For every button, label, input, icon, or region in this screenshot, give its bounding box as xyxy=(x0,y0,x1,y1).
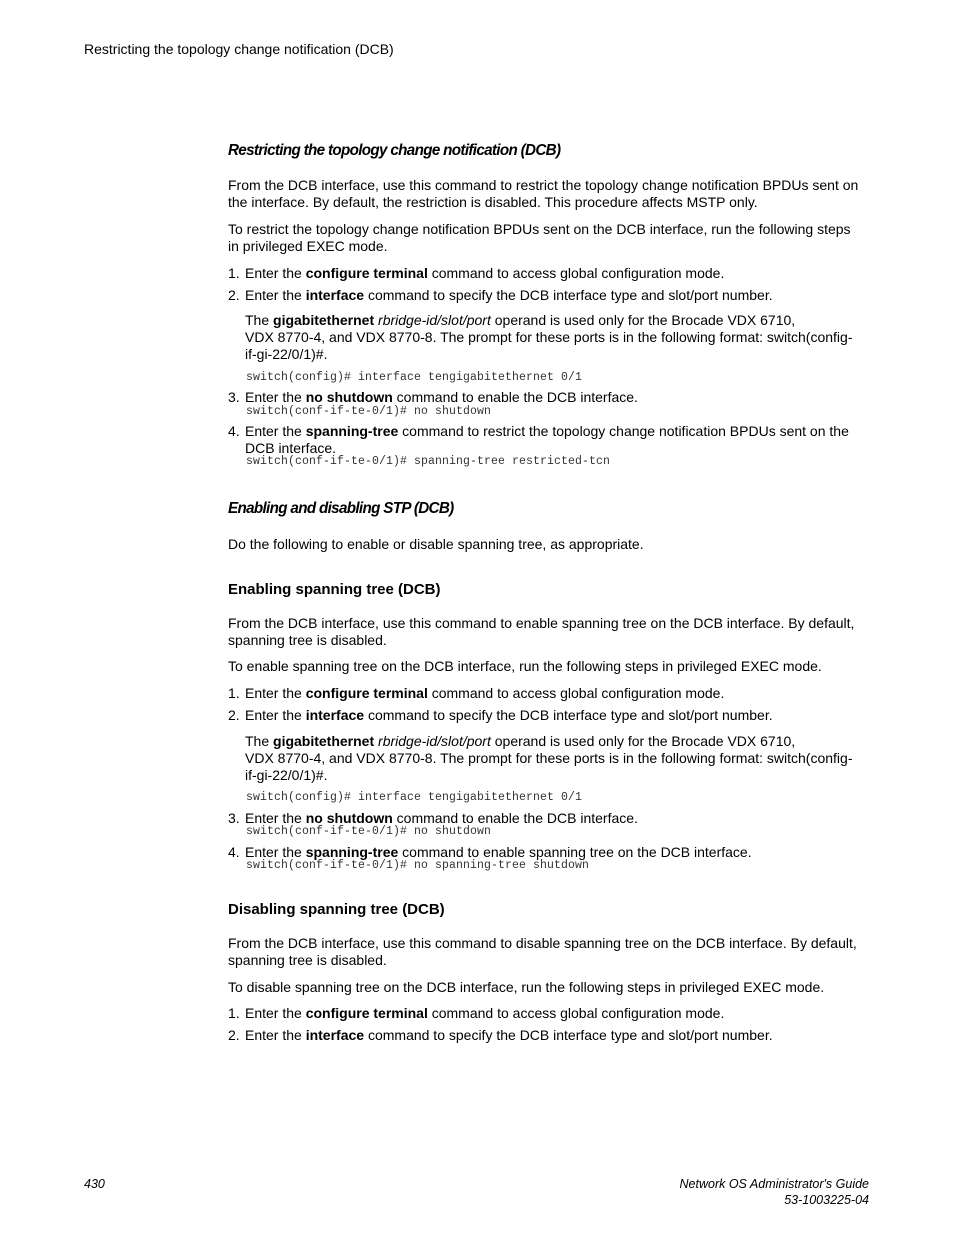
paragraph: To restrict the topology change notification BPDUs sent on the DCB interface, run the following steps in privileged EXEC mode. xyxy=(228,221,851,254)
step-1: 1. Enter the configure terminal command to access global configuration mode. xyxy=(228,265,725,281)
command-name: spanning-tree xyxy=(305,844,399,860)
paragraph: From the DCB interface, use this command to disable spanning tree on the DCB interface. By default, spanning tree is disabled. xyxy=(228,935,857,968)
running-head: Restricting the topology change notification (DCB) xyxy=(84,41,394,57)
step-4: 4. Enter the spanning-tree command to enable spanning tree on the DCB interface. xyxy=(228,844,752,860)
step-2: 2. Enter the interface command to specify the DCB interface type and slot/port number. xyxy=(228,707,773,723)
subsection-title-disable-stp: Disabling spanning tree (DCB) xyxy=(228,901,445,918)
command-name: interface xyxy=(305,1027,365,1043)
paragraph: Do the following to enable or disable spanning tree, as appropriate. xyxy=(228,536,644,552)
code-example: switch(config)# interface tengigabitethernet 0/1 xyxy=(246,371,583,384)
page-number: 430 xyxy=(84,1177,105,1191)
code-example: switch(config)# interface tengigabitethernet 0/1 xyxy=(246,791,583,804)
paragraph: To disable spanning tree on the DCB interface, run the following steps in privileged EXEC mode. xyxy=(228,979,825,995)
step-3: 3. Enter the no shutdown command to enable the DCB interface. xyxy=(228,810,638,826)
note-paragraph: The gigabitethernet rbridge-id/slot/port operand is used only for the Brocade VDX 6710, VDX 8770-4, and VDX 8770-8. The prompt for these ports is in the following format: switch(config- if-gi-22/0/1)#. xyxy=(245,312,853,362)
footer-doc-info xyxy=(680,1176,869,1208)
paragraph: To enable spanning tree on the DCB interface, run the following steps in privileged EXEC mode. xyxy=(228,658,822,674)
command-name: interface xyxy=(305,287,365,303)
command-name: configure terminal xyxy=(305,265,428,281)
section-title-restrict-tcn: Restricting the topology change notification (DCB) xyxy=(228,142,561,159)
command-name: configure terminal xyxy=(305,1005,428,1021)
step-2: 2. Enter the interface command to specify the DCB interface type and slot/port number. xyxy=(228,1027,773,1043)
step-4: 4. Enter the spanning-tree command to restrict the topology change notification BPDUs sent on the DCB interface. xyxy=(228,423,849,456)
code-example: switch(conf-if-te-0/1)# no spanning-tree shutdown xyxy=(246,859,590,872)
guide-title: Network OS Administrator's Guide xyxy=(679,1177,869,1191)
note-paragraph: The gigabitethernet rbridge-id/slot/port operand is used only for the Brocade VDX 6710, VDX 8770-4, and VDX 8770-8. The prompt for these ports is in the following format: switch(config- if-gi-22/0/1)#. xyxy=(245,733,853,783)
step-1: 1. Enter the configure terminal command to access global configuration mode. xyxy=(228,685,725,701)
code-example: switch(conf-if-te-0/1)# no shutdown xyxy=(246,405,492,418)
doc-number: 53-1003225-04 xyxy=(784,1193,869,1207)
command-name: spanning-tree xyxy=(305,423,399,439)
step-2: 2. Enter the interface command to specify the DCB interface type and slot/port number. xyxy=(228,287,773,303)
code-example: switch(conf-if-te-0/1)# spanning-tree restricted-tcn xyxy=(246,455,611,468)
command-name: no shutdown xyxy=(305,389,393,405)
command-name: interface xyxy=(305,707,365,723)
code-example: switch(conf-if-te-0/1)# no shutdown xyxy=(246,825,492,838)
command-name: configure terminal xyxy=(305,685,428,701)
section-title-enable-disable-stp: Enabling and disabling STP (DCB) xyxy=(228,500,454,517)
step-3: 3. Enter the no shutdown command to enable the DCB interface. xyxy=(228,389,638,405)
subsection-title-enable-stp: Enabling spanning tree (DCB) xyxy=(228,581,441,598)
paragraph: From the DCB interface, use this command to restrict the topology change notification BPDUs sent on the interface. By default, the restriction is disabled. This procedure affects MSTP only. xyxy=(228,177,859,210)
step-1: 1. Enter the configure terminal command to access global configuration mode. xyxy=(228,1005,725,1021)
paragraph: From the DCB interface, use this command to enable spanning tree on the DCB interface. By default, spanning tree is disabled. xyxy=(228,615,855,648)
command-name: no shutdown xyxy=(305,810,393,826)
